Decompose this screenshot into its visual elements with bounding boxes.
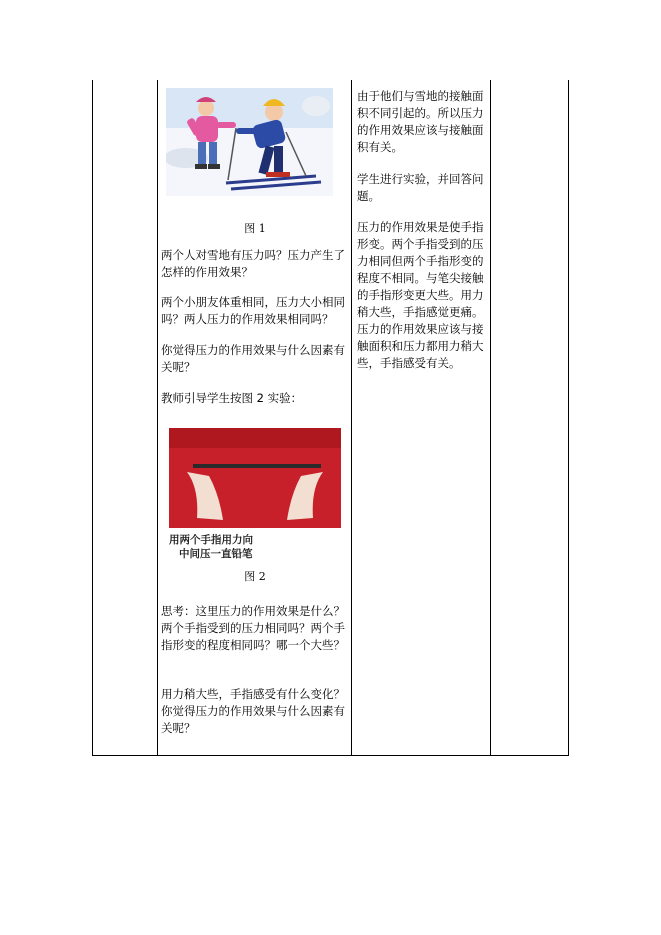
- thinking-question: 思考：这里压力的作用效果是什么？两个手指受到的压力相同吗？两个手指形变的程度相同吗？哪一个大些？: [161, 604, 345, 652]
- student-answer-contact-area: 由于他们与雪地的接触面积不同引起的。所以压力的作用效果应该与接触面积有关。: [357, 89, 484, 154]
- question-factors-2: 用力稍大些，手指感受有什么变化？你觉得压力的作用效果与什么因素有关呢？: [161, 687, 345, 735]
- figure-1-snow-illustration: [166, 88, 333, 196]
- question-weight-pressure: 两个小朋友体重相同，压力大小相同吗？两人压力的作用效果相同吗？: [161, 295, 345, 326]
- figure-2-caption: 图 2: [244, 570, 266, 583]
- question-snow-pressure: 两个人对雪地有压力吗？压力产生了怎样的作用效果？: [161, 248, 345, 279]
- figure-1-caption: 图 1: [244, 222, 266, 235]
- figure-2-pencil-photo: [169, 428, 341, 560]
- table-divider-1: [157, 80, 158, 756]
- student-answer-finger-deformation: 压力的作用效果是使手指形变。两个手指受到的压力相同但两个手指形变的程度不相同。与笔尖接触的手指形变更大些。用力稍大些，手指感觉更痛。压力的作用效果应该与接触面积和压力都用力稍大些，手指感受有关。: [357, 220, 484, 370]
- figure-2-label-line-2: 中间压一直铅笔: [179, 548, 253, 560]
- figure-2-label-line-1: 用两个手指用力向: [169, 534, 253, 546]
- table-border-left: [92, 80, 93, 756]
- question-factors-1: 你觉得压力的作用效果与什么因素有关呢？: [161, 343, 345, 374]
- table-divider-2: [351, 80, 352, 756]
- teacher-guide-instruction: 教师引导学生按图 2 实验：: [161, 391, 303, 405]
- table-border-right: [568, 80, 569, 756]
- table-border-bottom: [92, 755, 569, 756]
- student-experiment-note: 学生进行实验，并回答问题。: [357, 172, 484, 203]
- table-divider-3: [490, 80, 491, 756]
